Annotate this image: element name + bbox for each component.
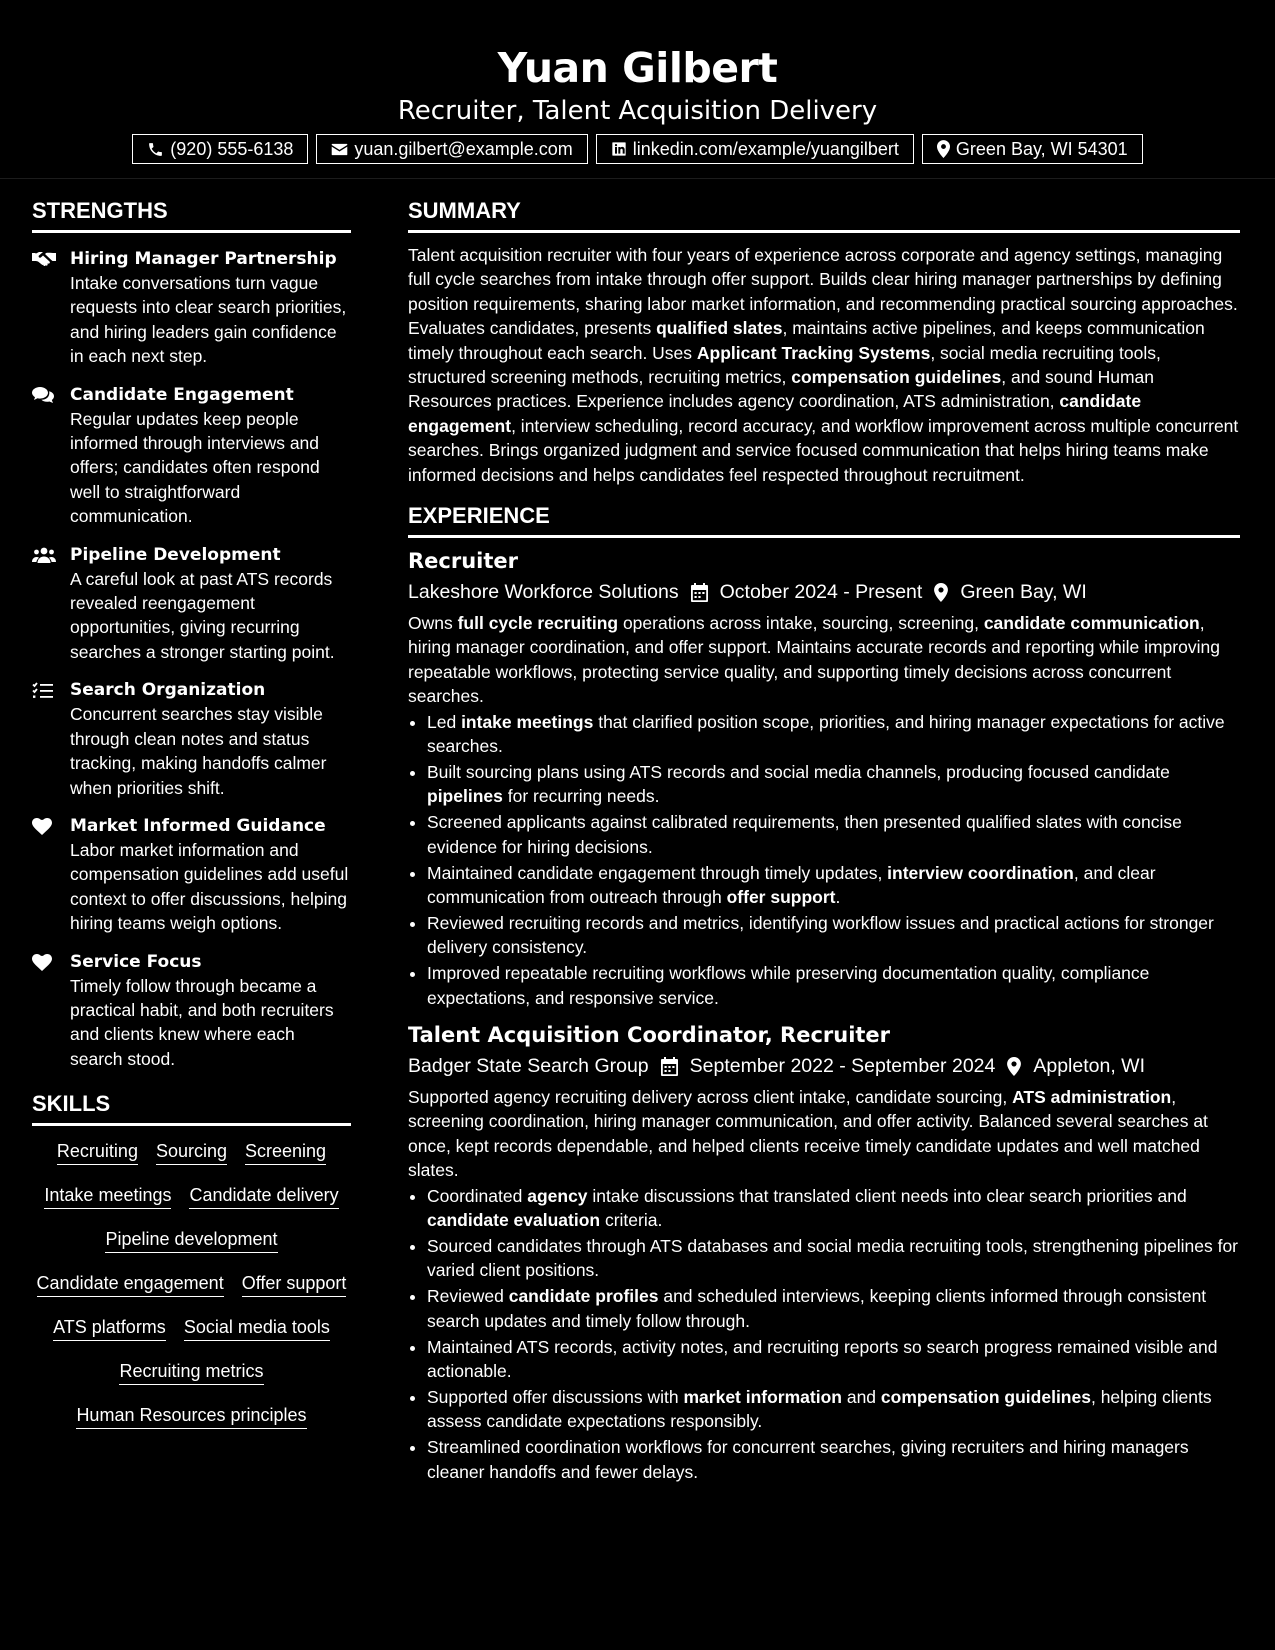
job-bullet: • Maintained candidate engagement through timely updates, interview coordination, and clear communication from outreach through offer support. [427,861,1240,910]
job-company: Badger State Search Group [408,1055,649,1078]
job-meta [408,1051,1240,1081]
left-column [32,196,351,1429]
contact-phone[interactable] [132,134,308,164]
contact-linkedin[interactable] [596,134,914,164]
strength-text: A careful look at past ATS records revealed reengagement opportunities, giving recurring searches a stronger starting point. [70,568,335,662]
job-dates: September 2022 - September 2024 [689,1055,996,1078]
experience-heading: EXPERIENCE [408,501,1240,538]
job-bullet: • Maintained ATS records, activity notes, and recruiting reports so search progress remained visible and actionable. [427,1335,1240,1384]
linkedin-icon [611,141,627,157]
job-meta [408,577,1240,607]
job-title: Talent Acquisition Coordinator, Recruiter [408,1023,891,1048]
skill-tag: Candidate engagement [37,1272,224,1297]
calendar-icon [691,583,708,602]
contact-text: linkedin.com/example/yuangilbert [632,138,899,159]
location-icon [1007,1057,1021,1076]
job-title: Recruiter [408,549,519,574]
job-bullet: • Led intake meetings that clarified position scope, priorities, and hiring manager expectations for active searches. [427,710,1240,759]
contact-email[interactable] [316,134,587,164]
skill-tag: Offer support [242,1272,347,1297]
users-icon [32,543,70,665]
strength-text: Labor market information and compensation guidelines add useful context to offer discussions, helping hiring teams weigh options. [70,839,349,934]
checklist-icon [32,678,70,800]
skill-tag: Pipeline development [105,1228,277,1253]
job-bullets [408,710,1240,1010]
contact-bar [0,134,1275,164]
email-icon [331,142,348,157]
handshake-icon [32,247,70,369]
strength-title: Pipeline Development [70,544,281,565]
strength-item [32,678,351,800]
contact-text: Green Bay, WI 54301 [955,138,1128,159]
job-location: Green Bay, WI [960,581,1087,604]
job-bullets [408,1184,1240,1484]
strength-item [32,950,351,1072]
strengths-list [32,247,351,1071]
job-bullet: • Improved repeatable recruiting workflows while preserving documentation quality, compliance expectations, and responsive service. [427,961,1240,1010]
job-location: Appleton, WI [1033,1055,1145,1078]
job-bullet: • Supported offer discussions with market information and compensation guidelines, helping clients assess candidate expectations responsibly. [427,1385,1240,1434]
strength-title: Search Organization [70,680,266,701]
strength-text: Timely follow through became a practical habit, and both recruiters and clients knew where each search stood. [70,975,334,1069]
job-bullet: • Streamlined coordination workflows for concurrent searches, giving recruiters and hiring managers cleaner handoffs and fewer delays. [427,1435,1240,1484]
candidate-name: Yuan Gilbert [497,44,778,92]
skill-tag: Intake meetings [44,1184,171,1209]
job-bullet: • Built sourcing plans using ATS records and social media channels, producing focused candidate pipelines for recurring needs. [427,760,1240,809]
skill-tag: Recruiting metrics [119,1360,263,1385]
location-icon [934,583,948,602]
skill-tag: Recruiting [57,1140,138,1165]
job-company: Lakeshore Workforce Solutions [408,581,679,604]
skill-tag: ATS platforms [53,1316,166,1341]
strength-text: Concurrent searches stay visible through clean notes and status tracking, making handoffs calmer when priorities shift. [70,704,327,798]
job-bullet: • Coordinated agency intake discussions that translated client needs into clear search priorities and candidate evaluation criteria. [427,1184,1240,1233]
location-icon [937,140,950,158]
resume-header [0,0,1275,179]
strength-item [32,247,351,369]
skills-heading: SKILLS [32,1089,351,1126]
strength-item [32,814,351,936]
strength-item [32,383,351,529]
contact-text: yuan.gilbert@example.com [354,138,573,159]
strength-title: Candidate Engagement [70,384,294,405]
job-dates: October 2024 - Present [719,581,923,604]
heart-icon [32,814,70,936]
strength-text: Regular updates keep people informed through interviews and offers; candidates often respond well to straightforward communication. [70,408,320,527]
job-description: Supported agency recruiting delivery across client intake, candidate sourcing, ATS administration, screening coordination, hiring manager communication, and offer activity. Balanced several searches at once, kept records dependable, and helped clients receive timely candidate updates and well matched slates. [408,1087,1208,1181]
chat-icon [32,383,70,529]
strengths-heading: STRENGTHS [32,196,351,233]
summary-heading: SUMMARY [408,196,1240,233]
skills-list [32,1140,351,1429]
job-description: Owns full cycle recruiting operations across intake, sourcing, screening, candidate communication, hiring manager coordination, and offer support. Maintains accurate records and reporting while improving repeatable workflows, protecting service quality, and supporting timely decisions across concurrent searches. [408,613,1220,707]
right-column [408,196,1240,1486]
heart-icon [32,950,70,1072]
skill-tag: Screening [245,1140,326,1165]
candidate-title: Recruiter, Talent Acquisition Delivery [397,96,878,126]
skill-tag: Human Resources principles [76,1404,306,1429]
calendar-icon [661,1057,678,1076]
job-bullet: • Sourced candidates through ATS databases and social media recruiting tools, strengthening pipelines for varied client positions. [427,1234,1240,1283]
strength-text: Intake conversations turn vague requests into clear search priorities, and hiring leaders gain confidence in each next step. [70,273,347,367]
strength-title: Hiring Manager Partnership [70,249,337,269]
summary-text: Talent acquisition recruiter with four years of experience across corporate and agency settings, managing full cycle searches from intake through offer support. Builds clear hiring manager partnerships by defining position requirements, sharing labor market information, and recommending practical sourcing approaches. Evaluates candidates, presents qualified slates, maintains active pipelines, and keeps communication timely throughout each search. Uses Applicant Tracking Systems, social media recruiting tools, structured screening methods, recruiting metrics, compensation guidelines, and sound Human Resources practices. Experience includes agency coordination, ATS administration, candidate engagement, interview scheduling, record accuracy, and workflow improvement across multiple concurrent searches. Brings organized judgment and service focused communication that helps hiring teams make informed decisions and helps candidates feel respected throughout recruitment. [408,245,1239,485]
strength-title: Service Focus [70,951,202,972]
job-bullet: • Reviewed recruiting records and metrics, identifying workflow issues and practical actions for stronger delivery consistency. [427,911,1240,960]
skill-tag: Sourcing [156,1140,227,1165]
strength-title: Market Informed Guidance [70,815,326,836]
contact-location[interactable] [922,134,1143,164]
job-entry [408,1020,1240,1484]
strength-item [32,543,351,665]
job-bullet: • Screened applicants against calibrated requirements, then presented qualified slates with concise evidence for hiring decisions. [427,810,1240,859]
skill-tag: Social media tools [184,1316,330,1341]
job-entry [408,546,1240,1010]
phone-icon [147,141,164,158]
job-bullet: • Reviewed candidate profiles and scheduled interviews, keeping clients informed through consistent search updates and timely follow through. [427,1284,1240,1333]
contact-text: (920) 555-6138 [170,138,294,159]
skill-tag: Candidate delivery [189,1184,338,1209]
